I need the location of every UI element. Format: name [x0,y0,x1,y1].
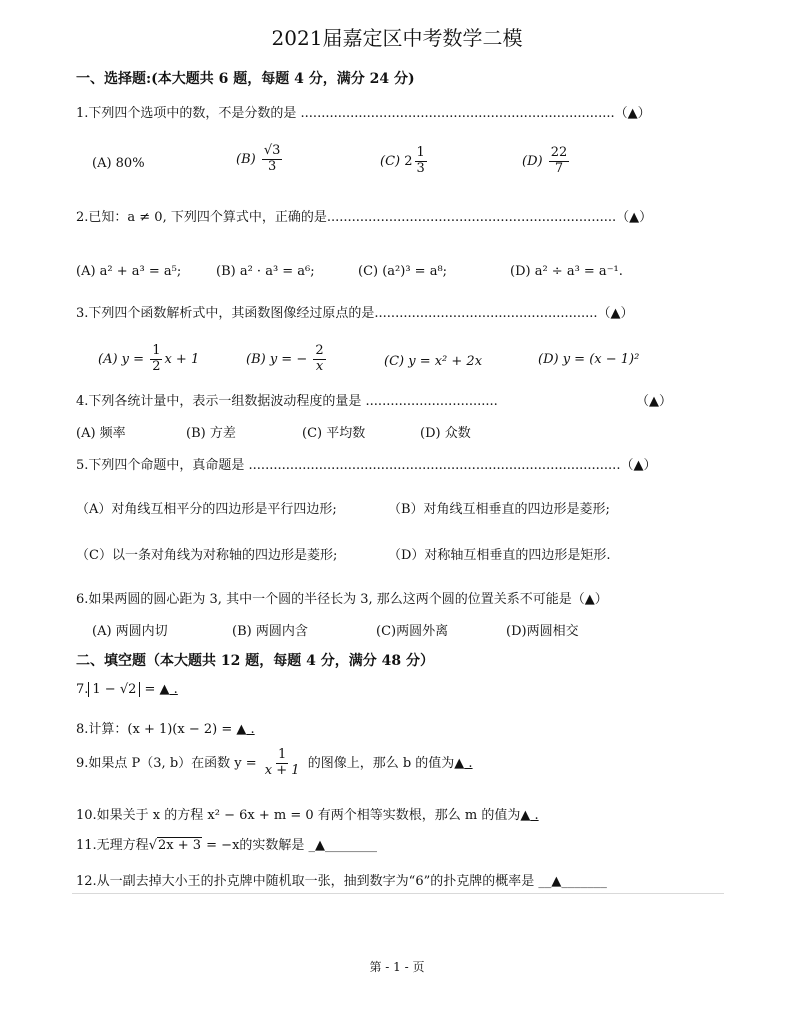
q6-option-b: (B) 两圆内含 [232,624,308,639]
q9-denominator: x + 1 [264,762,300,778]
q1-option-d [522,146,571,177]
q9-numerator: 1 [278,747,287,762]
question-6-stem: 6.如果两圆的圆心距为 3, 其中一个圆的半径长为 3, 那么这两个圆的位置关系不可能是（▲） [76,592,608,607]
q3-b-label: (B) y = − [246,351,308,367]
page-divider [72,893,724,894]
section-heading-choice: 一、选择题:(本大题共 6 题，每题 4 分，满分 24 分) [76,71,415,87]
q1-option-d-label: (D) [522,153,543,169]
q11-pre: 11.无理方程 [76,838,149,853]
q11-post: = −x的实数解是 _▲ [202,838,326,853]
q4-option-a: (A) 频率 [76,426,126,441]
q12-answer-blank: _______ [561,874,607,889]
q1-option-b-fraction [262,144,283,175]
page-title: 2021届嘉定区中考数学二模 [271,26,523,50]
q5-option-c: （C）以一条对角线为对称轴的四边形是菱形; [76,548,338,563]
q4-option-d: (D) 众数 [420,426,471,441]
q7-equals: = ▲ [140,682,170,697]
q1-option-c [380,146,429,177]
question-2-stem: 2.已知：a ≠ 0, 下列四个算式中，正确的是......................................................................（▲） [76,210,653,225]
q2-option-a: (A) a² + a³ = a⁵; [76,264,182,279]
q9-pre: 9.如果点 P（3, b）在函数 y = [76,755,257,771]
question-5-stem: 5.下列四个命题中，真命题是 ..........................................................................................（▲） [76,458,657,473]
sqrt-sign-icon: √ [148,838,157,853]
q1-option-b-label: (B) [236,151,256,167]
q1-d-denominator: 7 [554,160,564,176]
q2-option-b: (B) a² · a³ = a⁶; [216,264,315,279]
q2-option-c: (C) (a²)³ = a⁸; [358,264,448,279]
q6-option-d: (D)两圆相交 [506,624,579,639]
q5-option-a: （A）对角线互相平分的四边形是平行四边形; [76,502,337,517]
q6-option-c: (C)两圆外离 [376,624,449,639]
q1-b-denominator: 3 [267,158,277,174]
q11-answer-blank: ________ [325,838,378,853]
question-12 [76,870,607,889]
question-3-stem: 3.下列四个函数解析式中，其函数图像经过原点的是......................................................（▲） [76,306,634,321]
q8-answer-blank: . [246,722,255,737]
q1-option-b [236,144,284,175]
question-9 [76,748,473,779]
q1-option-d-fraction [549,146,570,177]
q3-a-tail: x + 1 [164,351,200,367]
question-11 [76,834,377,853]
q3-option-d: (D) y = (x − 1)² [538,352,640,367]
q9-fraction [263,748,302,779]
page-footer: 第 - 1 - 页 [369,960,425,974]
q2-option-d: (D) a² ÷ a³ = a⁻¹. [510,264,623,279]
q3-a-denominator: 2 [152,358,161,374]
q3-b-fraction [313,344,325,375]
question-1-stem: 1.下列四个选项中的数，不是分数的是 ............................................................................（▲） [76,106,651,121]
q9-answer-blank: . [464,755,473,771]
q3-b-denominator: x [315,358,324,374]
q1-option-c-fraction [415,146,427,177]
q8-text: 8.计算：(x + 1)(x − 2) = ▲ [76,722,247,737]
q7-answer-blank: . [169,682,178,697]
q4-option-b: (B) 方差 [186,426,236,441]
q1-c-numerator: 1 [416,145,425,160]
q3-option-a [98,344,199,375]
question-7 [76,682,178,697]
q5-option-d: （D）对称轴互相垂直的四边形是矩形. [388,548,611,563]
q1-option-a: (A) 80% [92,156,145,171]
q3-a-label: (A) y = [98,351,145,367]
q3-a-numerator: 1 [152,343,161,358]
q1-option-c-label: (C) [380,153,401,169]
q4-answer-mark: （▲） [636,394,672,409]
q10-answer-blank: . [530,808,539,823]
section-heading-fill-in: 二、填空题（本大题共 12 题，每题 4 分，满分 48 分） [76,653,434,669]
q7-absolute-value: 1 − √2 [88,682,140,697]
question-4-stem: 4.下列各统计量中，表示一组数据波动程度的量是 ................................ [76,394,498,409]
q5-option-b: （B）对角线互相垂直的四边形是菱形; [388,502,610,517]
q3-a-fraction [150,344,162,375]
q1-d-numerator: 22 [550,145,568,160]
q3-b-numerator: 2 [315,343,324,358]
q1-b-numerator: √3 [263,143,281,158]
q11-radicand: 2x + 3 [157,838,202,853]
q7-number: 7. [76,682,89,697]
q12-text: 12.从一副去掉大小王的扑克牌中随机取一张，抽到数字为“6”的扑克牌的概率是 __▲ [76,874,562,889]
q6-option-a: (A) 两圆内切 [92,624,168,639]
question-10 [76,804,539,823]
q1-c-whole: 2 [404,153,413,169]
q9-post: 的图像上，那么 b 的值为▲ [303,755,465,771]
q1-c-denominator: 3 [416,160,425,176]
question-8 [76,718,255,737]
q10-text: 10.如果关于 x 的方程 x² − 6x + m = 0 有两个相等实数根，那么 m 的值为▲ [76,808,531,823]
q3-option-c: (C) y = x² + 2x [384,354,483,369]
q4-option-c: (C) 平均数 [302,426,366,441]
q3-option-b [246,344,328,375]
